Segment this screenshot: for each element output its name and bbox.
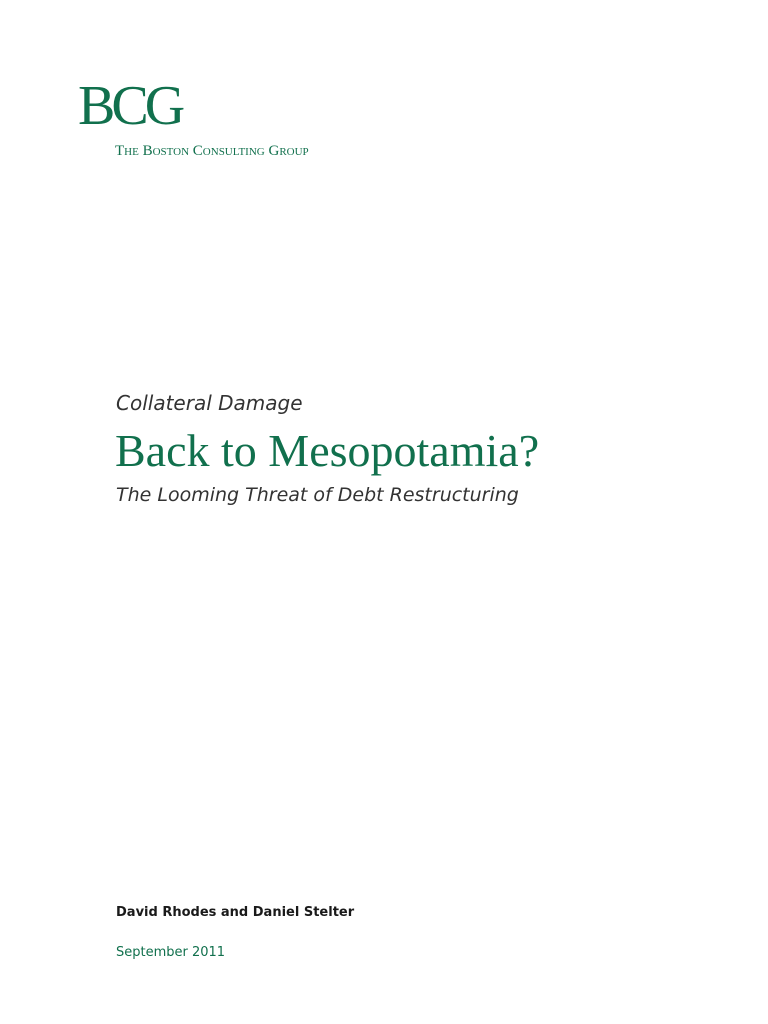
logo-mark: BCG: [78, 75, 182, 137]
document-subtitle: The Looming Threat of Debt Restructuring: [116, 484, 519, 506]
logo-company-name: The Boston Consulting Group: [115, 143, 309, 159]
bcg-logo: [78, 75, 309, 159]
document-title: Back to Mesopotamia?: [115, 425, 540, 476]
publication-date: September 2011: [116, 945, 226, 960]
authors: David Rhodes and Daniel Stelter: [116, 905, 355, 920]
series-title: Collateral Damage: [116, 391, 303, 415]
